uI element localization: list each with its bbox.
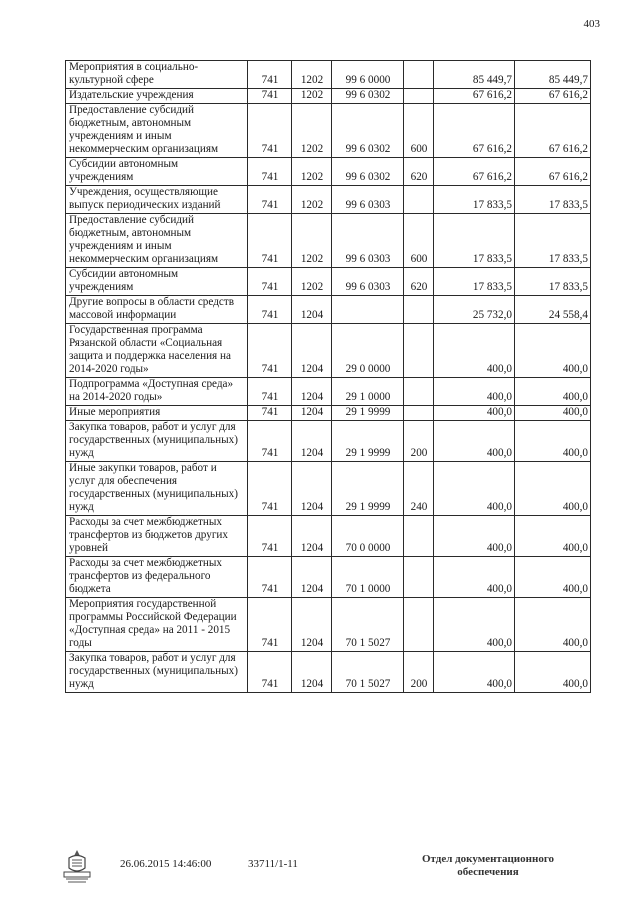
row-sum2-cell: 400,0 <box>515 462 591 516</box>
row-sum2-cell: 400,0 <box>515 557 591 598</box>
row-section-cell: 1204 <box>292 324 332 378</box>
footer-department-line2: обеспечения <box>457 866 519 878</box>
row-sum2-cell: 67 616,2 <box>515 104 591 158</box>
row-target-article-cell: 29 1 9999 <box>332 462 404 516</box>
table-row <box>66 268 591 296</box>
row-name-cell: Закупка товаров, работ и услуг для государственных (муниципальных) нужд <box>66 421 248 462</box>
row-target-article-cell: 29 0 0000 <box>332 324 404 378</box>
row-expense-type-cell <box>404 557 434 598</box>
footer-date: 26.06.2015 14:46:00 <box>120 858 212 870</box>
table-row <box>66 186 591 214</box>
row-target-article-cell: 99 6 0000 <box>332 61 404 89</box>
row-sum1-cell: 400,0 <box>434 421 515 462</box>
row-section-cell: 1204 <box>292 652 332 693</box>
row-expense-type-cell <box>404 324 434 378</box>
row-ved-cell: 741 <box>248 462 292 516</box>
row-target-article-cell: 70 1 5027 <box>332 598 404 652</box>
row-sum2-cell: 400,0 <box>515 406 591 421</box>
row-expense-type-cell: 240 <box>404 462 434 516</box>
row-ved-cell: 741 <box>248 421 292 462</box>
row-sum2-cell: 17 833,5 <box>515 186 591 214</box>
row-ved-cell: 741 <box>248 61 292 89</box>
row-section-cell: 1202 <box>292 158 332 186</box>
table-row <box>66 421 591 462</box>
row-target-article-cell: 99 6 0302 <box>332 89 404 104</box>
row-target-article-cell: 99 6 0302 <box>332 158 404 186</box>
row-sum1-cell: 400,0 <box>434 598 515 652</box>
row-ved-cell: 741 <box>248 296 292 324</box>
row-target-article-cell: 99 6 0303 <box>332 186 404 214</box>
row-ved-cell: 741 <box>248 158 292 186</box>
table-row <box>66 378 591 406</box>
row-name-cell: Предоставление субсидий бюджетным, автономным учреждениям и иным некоммерческим организациям <box>66 214 248 268</box>
table-row <box>66 158 591 186</box>
footer-department-line1: Отдел документационного <box>421 853 555 865</box>
row-ved-cell: 741 <box>248 324 292 378</box>
row-ved-cell: 741 <box>248 268 292 296</box>
emblem-logo <box>60 848 94 886</box>
row-ved-cell: 741 <box>248 186 292 214</box>
row-section-cell: 1202 <box>292 89 332 104</box>
row-name-cell: Мероприятия в социально-культурной сфере <box>66 61 248 89</box>
table-row <box>66 214 591 268</box>
row-sum1-cell: 400,0 <box>434 462 515 516</box>
row-name-cell: Расходы за счет межбюджетных трансфертов из бюджетов других уровней <box>66 516 248 557</box>
row-expense-type-cell: 620 <box>404 158 434 186</box>
row-ved-cell: 741 <box>248 406 292 421</box>
row-sum2-cell: 17 833,5 <box>515 214 591 268</box>
row-sum2-cell: 400,0 <box>515 378 591 406</box>
row-target-article-cell: 70 1 5027 <box>332 652 404 693</box>
row-section-cell: 1202 <box>292 214 332 268</box>
row-name-cell: Субсидии автономным учреждениям <box>66 158 248 186</box>
row-target-article-cell: 70 0 0000 <box>332 516 404 557</box>
page-number: 403 <box>583 18 600 30</box>
row-expense-type-cell <box>404 516 434 557</box>
table-row <box>66 516 591 557</box>
row-sum2-cell: 85 449,7 <box>515 61 591 89</box>
row-sum2-cell: 400,0 <box>515 324 591 378</box>
row-section-cell: 1204 <box>292 378 332 406</box>
row-expense-type-cell <box>404 89 434 104</box>
row-target-article-cell: 70 1 0000 <box>332 557 404 598</box>
row-sum2-cell: 67 616,2 <box>515 158 591 186</box>
row-target-article-cell <box>332 296 404 324</box>
row-target-article-cell: 29 1 0000 <box>332 378 404 406</box>
row-ved-cell: 741 <box>248 214 292 268</box>
row-expense-type-cell <box>404 378 434 406</box>
row-name-cell: Иные закупки товаров, работ и услуг для обеспечения государственных (муниципальных) нужд <box>66 462 248 516</box>
row-sum1-cell: 85 449,7 <box>434 61 515 89</box>
row-section-cell: 1202 <box>292 186 332 214</box>
row-ved-cell: 741 <box>248 378 292 406</box>
row-section-cell: 1204 <box>292 516 332 557</box>
row-name-cell: Государственная программа Рязанской области «Социальная защита и поддержка населения на 2014-2020 годы» <box>66 324 248 378</box>
row-expense-type-cell <box>404 61 434 89</box>
row-ved-cell: 741 <box>248 516 292 557</box>
row-section-cell: 1202 <box>292 268 332 296</box>
table-row <box>66 104 591 158</box>
row-ved-cell: 741 <box>248 598 292 652</box>
row-expense-type-cell <box>404 598 434 652</box>
row-sum1-cell: 400,0 <box>434 406 515 421</box>
footer-document-code: 33711/1-11 <box>248 858 298 870</box>
row-expense-type-cell <box>404 296 434 324</box>
row-section-cell: 1202 <box>292 61 332 89</box>
row-name-cell: Подпрограмма «Доступная среда» на 2014-2020 годы» <box>66 378 248 406</box>
row-name-cell: Мероприятия государственной программы Российской Федерации «Доступная среда» на 2011 - 2015 годы <box>66 598 248 652</box>
row-sum1-cell: 400,0 <box>434 516 515 557</box>
table-row <box>66 406 591 421</box>
footer-department <box>408 853 568 879</box>
row-sum1-cell: 25 732,0 <box>434 296 515 324</box>
row-ved-cell: 741 <box>248 104 292 158</box>
row-sum1-cell: 17 833,5 <box>434 186 515 214</box>
row-name-cell: Другие вопросы в области средств массовой информации <box>66 296 248 324</box>
row-sum2-cell: 400,0 <box>515 652 591 693</box>
row-target-article-cell: 29 1 9999 <box>332 421 404 462</box>
table-row <box>66 652 591 693</box>
row-sum2-cell: 400,0 <box>515 516 591 557</box>
table-row <box>66 61 591 89</box>
row-name-cell: Учреждения, осуществляющие выпуск периодических изданий <box>66 186 248 214</box>
row-section-cell: 1204 <box>292 296 332 324</box>
row-sum1-cell: 67 616,2 <box>434 89 515 104</box>
row-section-cell: 1202 <box>292 104 332 158</box>
row-sum1-cell: 400,0 <box>434 652 515 693</box>
row-ved-cell: 741 <box>248 89 292 104</box>
table-row <box>66 557 591 598</box>
row-sum1-cell: 17 833,5 <box>434 268 515 296</box>
row-sum2-cell: 24 558,4 <box>515 296 591 324</box>
row-sum1-cell: 400,0 <box>434 324 515 378</box>
row-section-cell: 1204 <box>292 557 332 598</box>
row-name-cell: Субсидии автономным учреждениям <box>66 268 248 296</box>
row-target-article-cell: 99 6 0302 <box>332 104 404 158</box>
row-name-cell: Закупка товаров, работ и услуг для государственных (муниципальных) нужд <box>66 652 248 693</box>
row-expense-type-cell <box>404 406 434 421</box>
row-section-cell: 1204 <box>292 406 332 421</box>
row-sum1-cell: 17 833,5 <box>434 214 515 268</box>
row-sum1-cell: 400,0 <box>434 557 515 598</box>
row-target-article-cell: 99 6 0303 <box>332 214 404 268</box>
row-sum1-cell: 400,0 <box>434 378 515 406</box>
row-ved-cell: 741 <box>248 652 292 693</box>
row-expense-type-cell: 600 <box>404 214 434 268</box>
row-expense-type-cell: 200 <box>404 652 434 693</box>
row-expense-type-cell: 620 <box>404 268 434 296</box>
row-name-cell: Издательские учреждения <box>66 89 248 104</box>
row-ved-cell: 741 <box>248 557 292 598</box>
row-section-cell: 1204 <box>292 421 332 462</box>
table-row <box>66 598 591 652</box>
row-sum1-cell: 67 616,2 <box>434 158 515 186</box>
row-expense-type-cell <box>404 186 434 214</box>
table-row <box>66 296 591 324</box>
budget-table <box>65 60 591 693</box>
table-row <box>66 89 591 104</box>
row-expense-type-cell: 200 <box>404 421 434 462</box>
row-name-cell: Предоставление субсидий бюджетным, автономным учреждениям и иным некоммерческим организациям <box>66 104 248 158</box>
row-name-cell: Иные мероприятия <box>66 406 248 421</box>
row-expense-type-cell: 600 <box>404 104 434 158</box>
row-sum2-cell: 400,0 <box>515 598 591 652</box>
row-section-cell: 1204 <box>292 462 332 516</box>
row-sum1-cell: 67 616,2 <box>434 104 515 158</box>
row-section-cell: 1204 <box>292 598 332 652</box>
table-row <box>66 462 591 516</box>
row-name-cell: Расходы за счет межбюджетных трансфертов из федерального бюджета <box>66 557 248 598</box>
row-sum2-cell: 400,0 <box>515 421 591 462</box>
row-sum2-cell: 67 616,2 <box>515 89 591 104</box>
row-sum2-cell: 17 833,5 <box>515 268 591 296</box>
table-row <box>66 324 591 378</box>
row-target-article-cell: 99 6 0303 <box>332 268 404 296</box>
row-target-article-cell: 29 1 9999 <box>332 406 404 421</box>
